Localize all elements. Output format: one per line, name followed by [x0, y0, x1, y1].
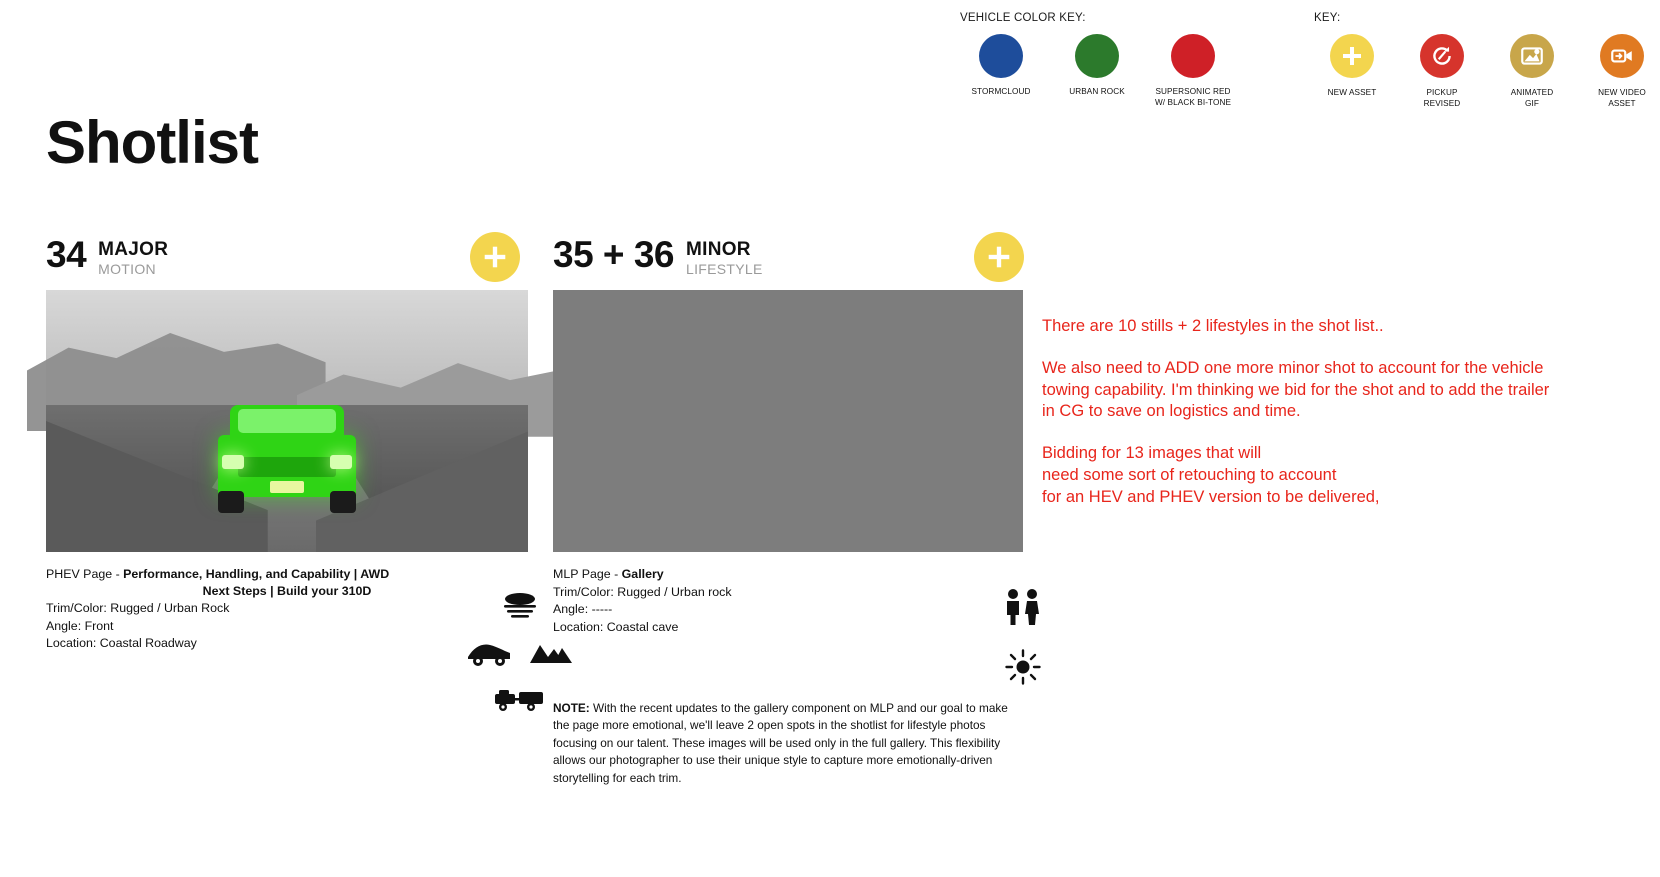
stormcloud-label: STORMCLOUD — [971, 87, 1031, 96]
new-asset-key-item — [1314, 34, 1390, 109]
supersonic-red-label-line2: W/ BLACK BI-TONE — [1154, 97, 1232, 107]
supersonic-red-label-line1: SUPERSONIC RED — [1155, 87, 1231, 96]
supersonic-red-swatch — [1171, 34, 1215, 78]
urban-rock-swatch-item — [1056, 34, 1138, 108]
gallery-note-label: NOTE: — [553, 701, 590, 715]
shot-34-page-line: PHEV Page - Performance, Handling, and Capability | AWD — [46, 567, 390, 581]
shot-34-kind: MAJOR — [98, 239, 169, 260]
shot-35-36-page-value: Gallery — [621, 567, 664, 581]
shot-34-page-value-line2: Next Steps | Build your 310D — [202, 583, 372, 598]
shot-34-terrain-icons — [466, 639, 574, 672]
shot-35-36-page-line: MLP Page - Gallery — [553, 567, 664, 581]
shot-35-36-photo-placeholder[interactable] — [553, 290, 1023, 552]
pickup-revised-key-item — [1404, 34, 1480, 109]
shot-35-36-location: Location: Coastal cave — [553, 619, 679, 634]
shot-card-34 — [46, 232, 528, 653]
asset-key-title: KEY: — [1314, 12, 1341, 24]
shot-35-36-number: 35 + 36 — [553, 234, 674, 275]
stormcloud-swatch-item — [960, 34, 1042, 108]
red-annotations — [1042, 316, 1562, 508]
supersonic-red-label — [1155, 87, 1231, 108]
refresh-circle-icon — [1420, 34, 1464, 78]
shot-34-trim: Trim/Color: Rugged / Urban Rock — [46, 601, 230, 616]
people-icon — [1000, 588, 1046, 631]
sun-icon — [1005, 649, 1041, 690]
shot-35-36-page-label: MLP Page — [553, 567, 611, 581]
shot-35-36-header — [553, 232, 1023, 290]
shot-34-location: Location: Coastal Roadway — [46, 636, 197, 651]
plus-icon — [986, 244, 1012, 270]
annotation-p3-line3: for an HEV and PHEV version to be delivered, — [1042, 487, 1380, 506]
shot-35-36-kind: MINOR — [685, 239, 751, 260]
shot-35-36-angle: Angle: ----- — [553, 602, 613, 617]
stormcloud-swatch — [979, 34, 1023, 78]
shot-34-caption — [46, 566, 528, 653]
vehicle-color-key — [960, 12, 1234, 108]
photo-vehicle — [212, 401, 362, 513]
shot-34-page-value: Performance, Handling, and Capability | AWD — [123, 567, 390, 581]
offroad-vehicle-icon — [466, 639, 512, 672]
pickup-revised-key-label — [1424, 87, 1461, 109]
shot-35-36-trim: Trim/Color: Rugged / Urban rock — [553, 584, 732, 599]
shot-34-new-asset-badge[interactable] — [470, 232, 520, 282]
new-video-asset-key-label — [1598, 87, 1646, 109]
shot-34-subkind: MOTION — [98, 261, 156, 277]
shot-34-header — [46, 232, 528, 290]
shot-35-36-caption — [553, 566, 1023, 636]
shot-35-36-icon-cluster — [1000, 588, 1046, 690]
animated-gif-key-item — [1494, 34, 1570, 109]
shot-34-angle: Angle: Front — [46, 618, 114, 633]
page-title: Shotlist — [46, 109, 258, 176]
pickup-revised-line2: REVISED — [1423, 99, 1461, 109]
image-star-icon — [1510, 34, 1554, 78]
fog-icon — [497, 590, 543, 625]
gallery-note-text: With the recent updates to the gallery component on MLP and our goal to make the page more emotional, we'll leave 2 open spots in the shotlist for lifestyle photos focusing on our talent. These images will be used only in the full gallery. This flexibility allows our photographer to use their unique style to capture more emotionally-driven storytelling for each trim. — [553, 701, 1008, 785]
asset-key — [1314, 12, 1660, 109]
urban-rock-swatch — [1075, 34, 1119, 78]
plus-icon — [1330, 34, 1374, 78]
new-video-asset-key-item — [1584, 34, 1660, 109]
legend-area — [960, 12, 1660, 109]
annotation-paragraph-3 — [1042, 443, 1562, 508]
plus-icon — [482, 244, 508, 270]
mountains-icon — [528, 639, 574, 672]
annotation-p3-line2: need some sort of retouching to account — [1042, 465, 1337, 484]
shot-34-page-label: PHEV Page — [46, 567, 113, 581]
pickup-revised-line1: PICKUP — [1426, 88, 1458, 97]
shot-34-number: 34 — [46, 234, 87, 275]
annotation-p3-line1: Bidding for 13 images that will — [1042, 444, 1262, 463]
annotation-paragraph-1: There are 10 stills + 2 lifestyles in the shot list.. — [1042, 317, 1384, 335]
new-asset-key-label: NEW ASSET — [1327, 88, 1377, 97]
shot-34-photo[interactable] — [46, 290, 528, 552]
towing-trailer-icon — [493, 686, 547, 719]
animated-gif-key-label — [1511, 87, 1554, 109]
shot-35-36-new-asset-badge[interactable] — [974, 232, 1024, 282]
supersonic-red-swatch-item — [1152, 34, 1234, 108]
new-video-line1: NEW VIDEO — [1598, 88, 1646, 97]
animated-gif-line1: ANIMATED — [1510, 88, 1554, 97]
annotation-paragraph-2: We also need to ADD one more minor shot to account for the vehicle towing capability. I'm thinking we bid for the shot and to add the trailer in CG to save on logistics and time. — [1042, 358, 1550, 421]
shot-card-35-36 — [553, 232, 1023, 636]
vehicle-color-key-title: VEHICLE COLOR KEY: — [960, 12, 1086, 24]
new-video-line2: ASSET — [1608, 99, 1636, 109]
animated-gif-line2: GIF — [1525, 99, 1539, 109]
shot-35-36-subkind: LIFESTYLE — [685, 261, 763, 277]
video-arrow-icon — [1600, 34, 1644, 78]
gallery-note — [553, 700, 1025, 787]
urban-rock-label: URBAN ROCK — [1069, 87, 1125, 96]
